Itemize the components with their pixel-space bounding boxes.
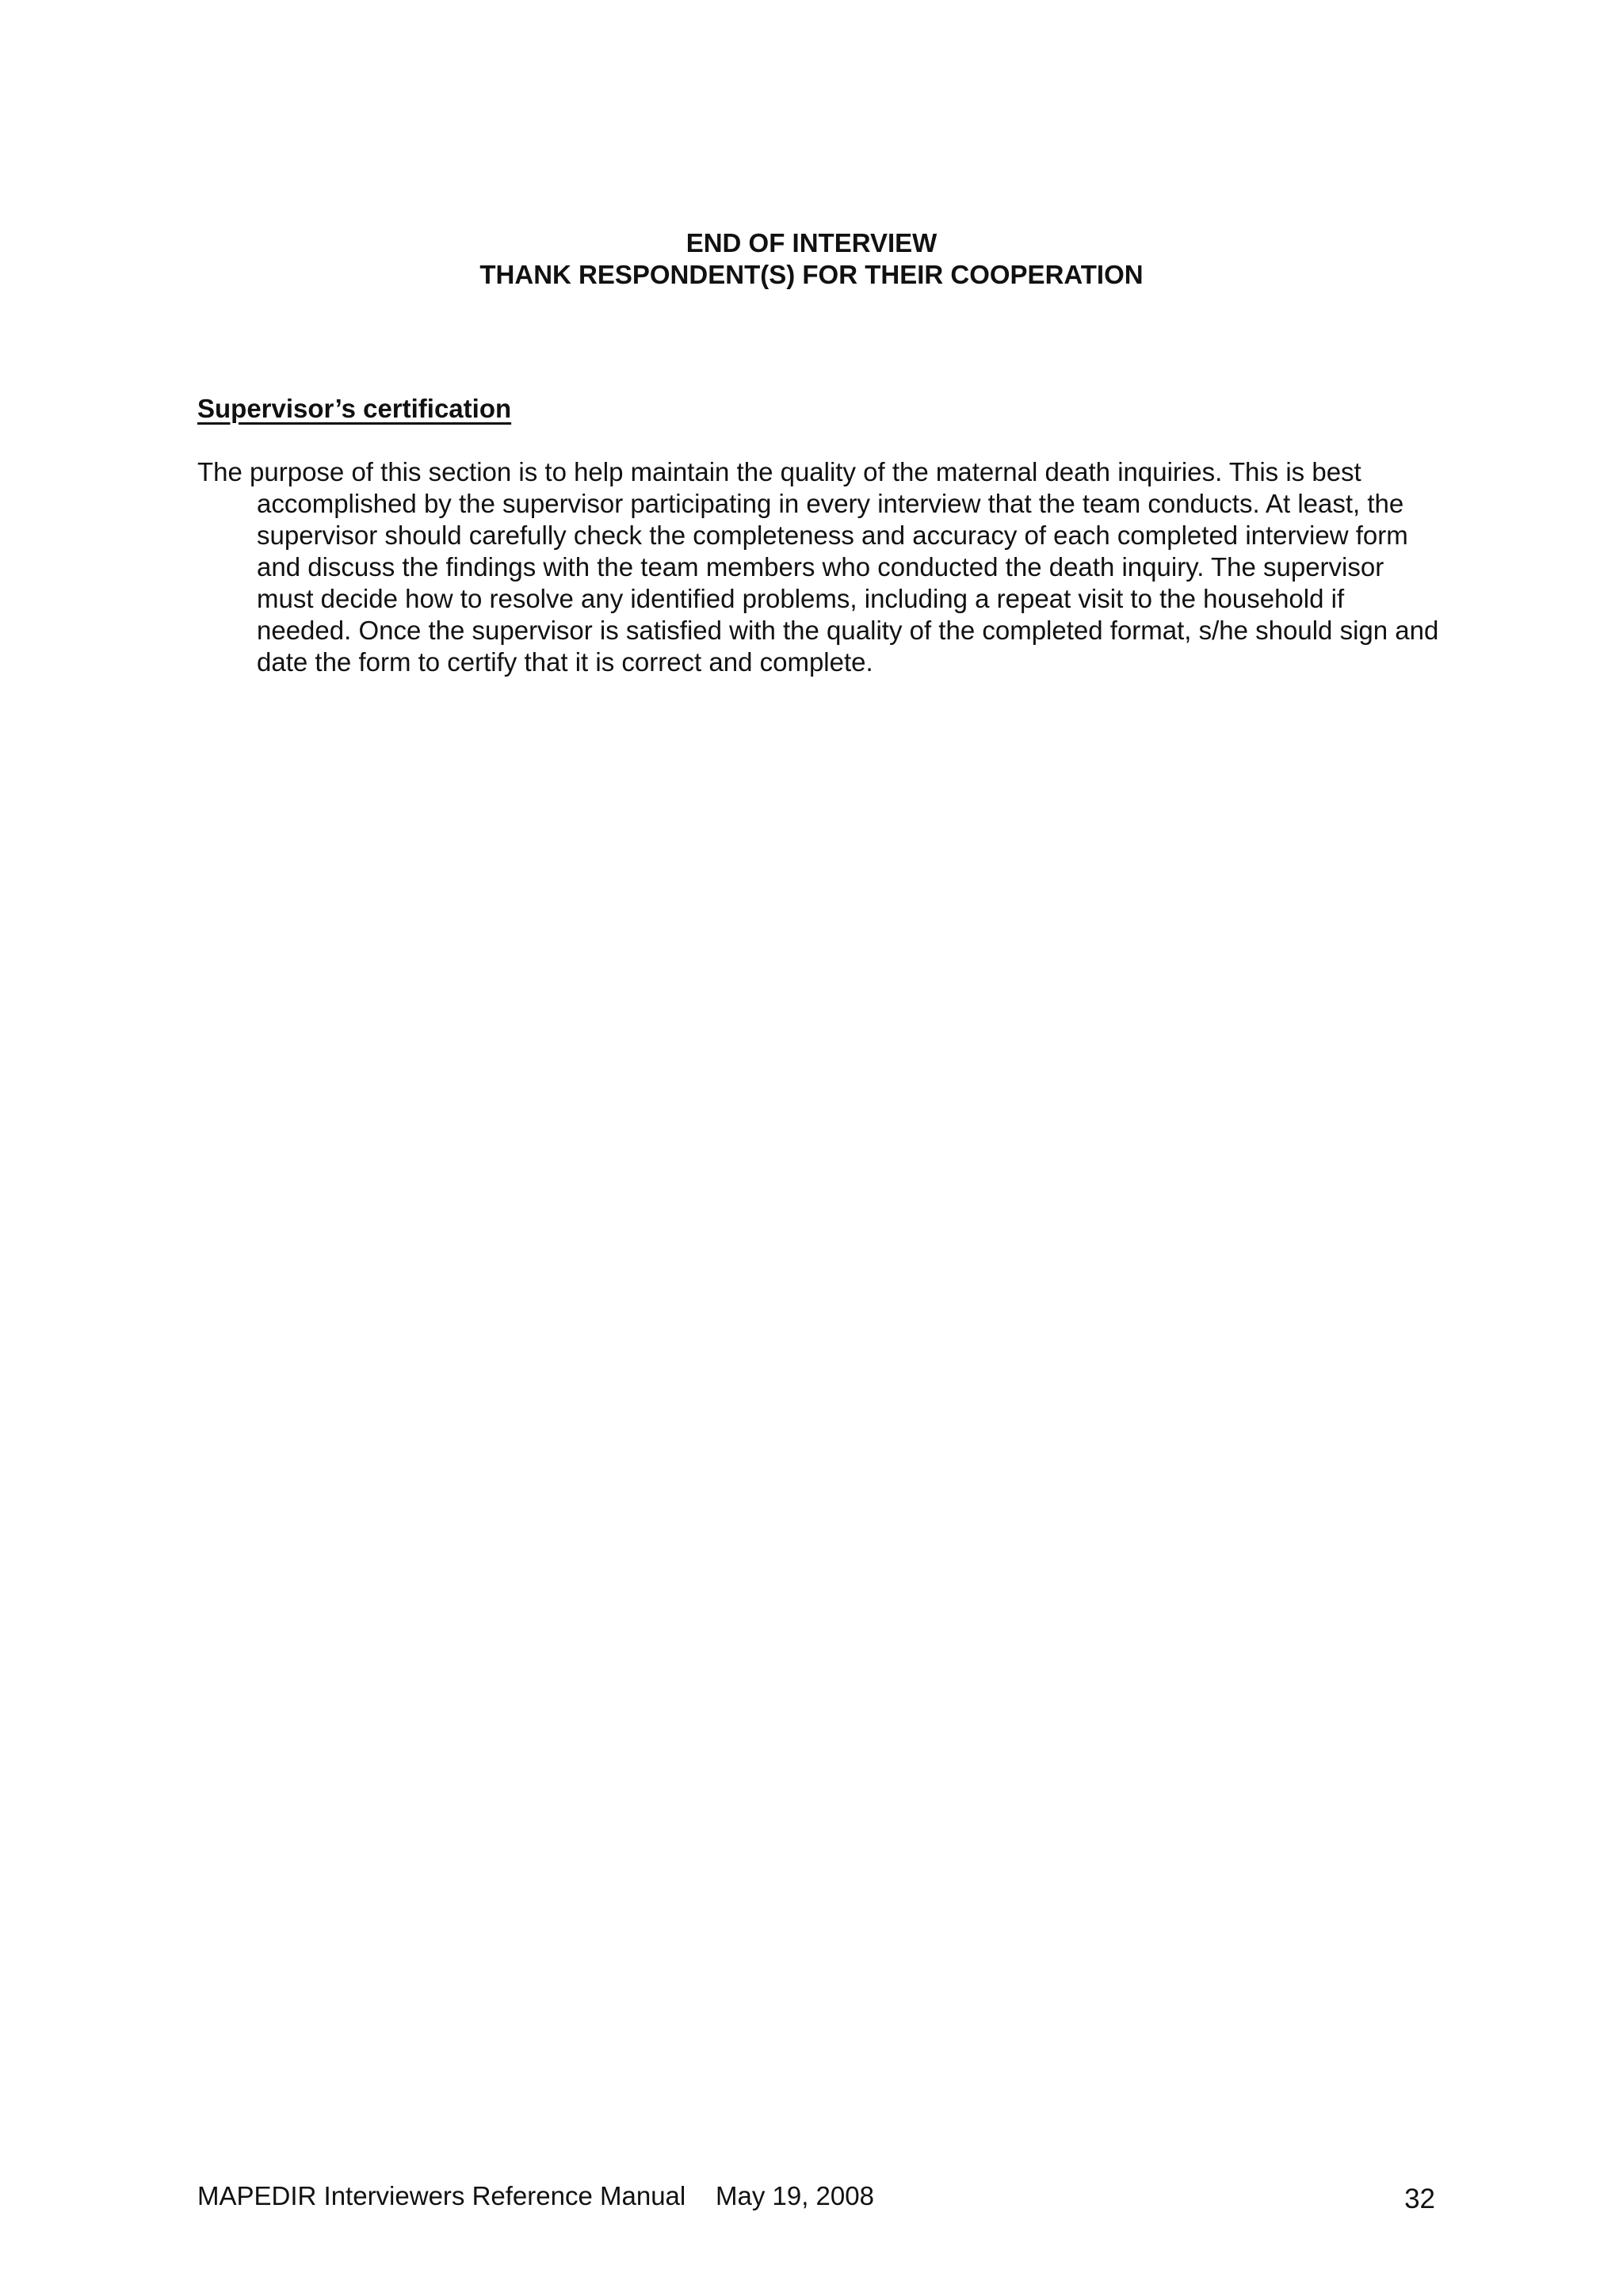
- page-footer: [197, 2180, 1440, 2220]
- end-of-interview-heading: END OF INTERVIEW: [685, 228, 938, 257]
- supervisor-certification-heading: Supervisor’s certification: [197, 394, 512, 423]
- end-of-interview-block: [0, 227, 1623, 291]
- page-number: 32: [1404, 2183, 1435, 2214]
- footer-date: May 19, 2008: [716, 2181, 874, 2210]
- supervisor-certification-paragraph: The purpose of this section is to help maintain the quality of the maternal death inquiries. This is best accomplished by the supervisor participating in every interview that the team conducts. At least, the supervisor should carefully check the completeness and accuracy of each completed interview form and discuss the findings with the team members who conducted the death inquiry. The supervisor must decide how to resolve any identified problems, including a repeat visit to the household if needed. Once the supervisor is satisfied with the quality of the completed format, s/he should sign and date the form to certify that it is correct and complete.: [197, 457, 1439, 677]
- footer-manual-title: MAPEDIR Interviewers Reference Manual: [197, 2181, 686, 2210]
- thank-respondents-heading: THANK RESPONDENT(S) FOR THEIR COOPERATION: [479, 260, 1144, 289]
